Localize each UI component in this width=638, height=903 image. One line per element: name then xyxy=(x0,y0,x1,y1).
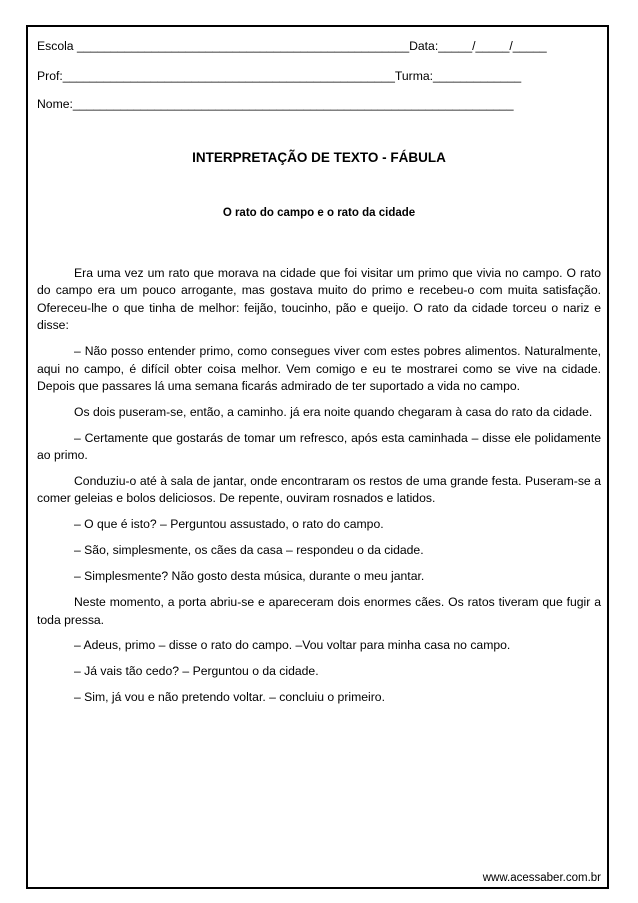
paragraph: – O que é isto? – Perguntou assustado, o rato do campo. xyxy=(74,517,384,532)
paragraph: – Simplesmente? Não gosto desta música, durante o meu jantar. xyxy=(74,569,425,584)
paragraph: – Adeus, primo – disse o rato do campo. –Vou voltar para minha casa no campo. xyxy=(74,638,511,653)
teacher-class-line: Prof:_________________________________________________Turma:_____________ xyxy=(37,69,522,83)
paragraph: Conduziu-o até à sala de jantar, onde encontraram os restos de uma grande festa. Puseram-se a comer geleias e bolos deliciosos. De repente, ouviram rosnados e latidos. xyxy=(37,474,601,506)
worksheet-title: INTERPRETAÇÃO DE TEXTO - FÁBULA xyxy=(192,150,446,165)
paragraph: – Certamente que gostarás de tomar um refresco, após esta caminhada – disse ele polidamente ao primo. xyxy=(37,430,601,463)
school-date-line: Escola _________________________________________________Data:_____/_____/_____ xyxy=(37,39,547,53)
paragraph: Era uma vez um rato que morava na cidade que foi visitar um primo que vivia no campo. O rato do campo era um pouco arrogante, mas gostava muito do primo e recebeu-o com muita satisfação. Ofereceu-lhe o que tinha de melhor: feijão, toucinho, pão e queijo. O rato da cidade torceu o nariz e disse: xyxy=(37,266,601,333)
paragraph: Neste momento, a porta abriu-se e apareceram dois enormes cães. Os ratos tiveram que fugir a toda pressa. xyxy=(37,595,601,627)
footer-website: www.acessaber.com.br xyxy=(482,872,601,884)
fable-title: O rato do campo e o rato da cidade xyxy=(222,207,416,219)
fable-text xyxy=(37,265,601,715)
paragraph: – São, simplesmente, os cães da casa – respondeu o da cidade. xyxy=(74,543,424,558)
student-name-line: Nome:_________________________________________________________________ xyxy=(37,97,514,111)
paragraph: – Não posso entender primo, como consegues viver com estes pobres alimentos. Naturalmente, aqui no campo, é difícil obter coisa melhor. Vem comigo e eu te mostrarei como se vive na cidade. Depois que passares lá uma semana ficarás admirado de ter suportado a vida no campo. xyxy=(37,344,601,393)
paragraph: Os dois puseram-se, então, a caminho. já era noite quando chegaram à casa do rato da cidade. xyxy=(74,404,593,419)
paragraph: – Já vais tão cedo? – Perguntou o da cidade. xyxy=(74,664,319,679)
paragraph: – Sim, já vou e não pretendo voltar. – concluiu o primeiro. xyxy=(74,690,385,705)
